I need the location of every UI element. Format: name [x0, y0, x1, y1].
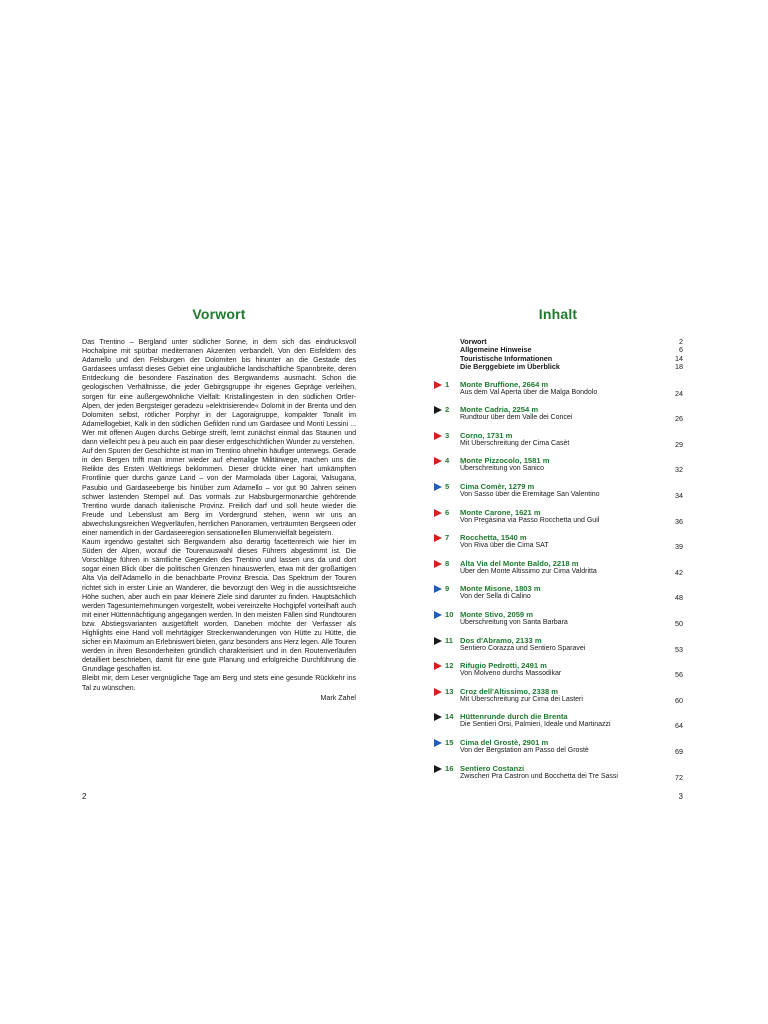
tour-page: 34 — [675, 491, 683, 500]
tour-subtitle: Überschreitung von Santa Barbara — [460, 618, 568, 626]
page-heading: Inhalt — [538, 306, 578, 322]
toc-page: 14 — [675, 353, 683, 363]
tour-page: 39 — [675, 542, 683, 552]
tour-page: 72 — [675, 772, 683, 782]
tour-page: 60 — [675, 695, 683, 705]
tour-entry[interactable] — [433, 661, 683, 687]
tour-entry[interactable] — [433, 610, 683, 636]
toc-label: Die Berggebiete im Überblick — [460, 362, 560, 372]
tour-title: Monte Misone, 1803 m — [460, 584, 541, 594]
tour-title: Monte Pizzocolo, 1581 m — [460, 456, 550, 466]
tour-title: Hüttenrunde durch die Brenta — [460, 712, 568, 722]
triangle-marker-icon — [434, 509, 442, 517]
tour-page: 42 — [675, 567, 683, 577]
tour-title: Dos d'Abramo, 2133 m — [460, 635, 542, 645]
tour-number: 16 — [445, 763, 454, 773]
tour-entry[interactable] — [433, 431, 683, 457]
tour-title: Monte Bruffione, 2664 m — [460, 379, 549, 389]
tour-entry[interactable] — [433, 764, 683, 790]
tour-title: Sentiero Costanzi — [460, 763, 525, 773]
tour-number: 10 — [445, 609, 454, 619]
tour-number: 1 — [445, 379, 450, 389]
triangle-marker-icon — [434, 611, 442, 619]
author-signature: Mark Zahel — [320, 693, 356, 702]
tour-subtitle: Von Pregàsina via Passo Rocchetta und Guil — [460, 516, 600, 524]
toc-page: 6 — [679, 345, 683, 355]
tour-title: Monte Carone, 1621 m — [460, 507, 541, 517]
triangle-marker-icon — [434, 381, 442, 389]
tour-number: 6 — [445, 507, 450, 517]
tour-page: 26 — [675, 414, 683, 424]
tour-number: 5 — [445, 482, 450, 491]
tour-title: Croz dell'Altissimo, 2338 m — [460, 686, 559, 696]
tour-subtitle: Über den Monte Altissimo zur Cima Valdritta — [460, 567, 597, 575]
tour-entry[interactable] — [433, 712, 683, 738]
triangle-marker-icon — [434, 637, 442, 645]
triangle-marker-icon — [434, 534, 442, 542]
tour-title: Alta Via del Monte Baldo, 2218 m — [460, 558, 579, 568]
tour-entry[interactable] — [433, 508, 683, 534]
tour-number: 13 — [445, 686, 454, 696]
toc-label: Vorwort — [460, 337, 487, 346]
triangle-marker-icon — [434, 765, 442, 773]
tour-subtitle: Mit Überschreitung der Cima Casèt — [460, 439, 570, 447]
tour-subtitle: Die Sentieri Orsi, Palmieri, Ideale und Martinazzi — [460, 721, 611, 729]
tour-subtitle: Überschreitung von Sanico — [460, 465, 545, 473]
tour-entry[interactable] — [433, 687, 683, 713]
tour-entry[interactable] — [433, 636, 683, 662]
tour-subtitle: Mit Überschreitung zur Cima dei Lasteri — [460, 695, 583, 703]
tour-page: 48 — [675, 593, 683, 603]
toc-page: 2 — [679, 337, 683, 346]
triangle-marker-icon — [434, 739, 442, 747]
toc-label: Touristische Informationen — [460, 353, 553, 363]
tour-number: 7 — [445, 533, 450, 543]
triangle-marker-icon — [434, 688, 442, 696]
toc-intro — [460, 338, 683, 372]
tour-number: 2 — [445, 405, 450, 415]
tour-number: 4 — [445, 456, 450, 466]
tour-page: 53 — [675, 644, 683, 654]
tour-title: Monte Stivo, 2059 m — [460, 609, 534, 619]
right-page — [433, 300, 683, 810]
tour-number: 12 — [445, 661, 454, 671]
tour-page: 56 — [675, 670, 683, 680]
left-page — [82, 300, 356, 810]
page-number: 2 — [82, 792, 87, 801]
tour-entry[interactable] — [433, 559, 683, 585]
tour-subtitle: Von Riva über die Cima SAT — [460, 542, 549, 550]
tour-subtitle: Von Sasso über die Eremitage San Valentino — [460, 491, 600, 498]
paragraph: Das Trentino – Bergland unter südlicher Sonne, in dem sich das eindrucksvoll Hochalpine mit spürbar mediterranen Akzenten verbandelt. Von den Eisfeldern des Adamello und den Felsburgen der Dolomiten bis hinunter an die Gestade des Gardasees umfasst dieses Gebiet eine unglaubliche landschaftliche Spannbreite, deren Entdeckung die besondere Faszination des Bergwanderns ausmacht. Schon die geologischen Verhältnisse, die jeder Gebirgsgruppe ihr eigenes Gepräge verleihen, sorgen für eine außergewöhnliche Vielfalt: Kristallingestein in den südlichen Ortler-Alpen, der jeden Bergsteiger geradezu »elektrisierende« Dolomit in der Brenta und den Dolomiten selbst, rötlicher Porphyr in der Lagoraigruppe, kompakter Tonalit im Adamellogebiet, Kalk in den südlichen Gefilden rund um Gardasee und Monti Lessini ... Wer mit offenen Augen durchs Gebirge streift, lernt zunächst einmal das Staunen und dann vielleicht peu à peu auch ein paar dieser erdgeschichtlichen Wunder zu verstehen. — [82, 338, 356, 447]
tour-page: 24 — [675, 388, 683, 398]
tour-list — [433, 380, 683, 790]
page-heading: Vorwort — [192, 306, 246, 322]
tour-subtitle: Rundtour über dem Valle dei Concei — [460, 414, 573, 422]
tour-page: 36 — [675, 516, 683, 526]
tour-title: Cima del Grostè, 2901 m — [460, 737, 549, 747]
tour-entry[interactable] — [433, 584, 683, 610]
toc-page: 18 — [675, 362, 683, 372]
tour-entry[interactable] — [433, 738, 683, 764]
paragraph: Bleibt mir, dem Leser vergnügliche Tage am Berg und stets eine gesunde Rückkehr ins Tal zu wünschen. — [82, 674, 356, 692]
triangle-marker-icon — [434, 432, 442, 440]
tour-title: Rocchetta, 1540 m — [460, 533, 527, 543]
triangle-marker-icon — [434, 457, 442, 465]
tour-number: 11 — [445, 635, 454, 645]
triangle-marker-icon — [434, 662, 442, 670]
tour-page: 64 — [675, 721, 683, 731]
tour-entry[interactable] — [433, 380, 683, 406]
toc-label: Allgemeine Hinweise — [460, 345, 532, 355]
tour-page: 50 — [675, 618, 683, 628]
tour-subtitle: Von der Bergstation am Passo del Grostè — [460, 746, 589, 754]
toc-row[interactable] — [460, 363, 683, 371]
tour-page: 69 — [675, 746, 683, 756]
triangle-marker-icon — [434, 585, 442, 593]
triangle-marker-icon — [434, 483, 442, 491]
tour-title: Monte Cadria, 2254 m — [460, 405, 539, 415]
tour-entry[interactable] — [433, 482, 683, 508]
tour-number: 9 — [445, 584, 450, 594]
page-number: 3 — [678, 792, 683, 801]
triangle-marker-icon — [434, 713, 442, 721]
tour-title: Rifugio Pedrotti, 2491 m — [460, 661, 547, 671]
tour-entry[interactable] — [433, 456, 683, 482]
tour-subtitle: Von der Sella di Calino — [460, 593, 531, 601]
tour-number: 8 — [445, 558, 450, 568]
tour-number: 14 — [445, 712, 454, 722]
tour-page: 32 — [675, 465, 683, 475]
paragraph: Auf den Spuren der Geschichte ist man im Trentino ohnehin häufiger unterwegs. Gerade in den Bergen trifft man immer wieder auf ehemalige Militärwege, machen uns die Relikte des Ersten Weltkriegs beklommen. Dieser drückte einer hart umkämpften Frontlinie quer durchs ganze Land – von der Marmolada über Lagorai, Valsugana, Pasubio und Gardaseeberge bis hinüber zum Adamello – vor gut 90 Jahren seinen schwer lastenden Stempel auf. Das vormals zur Habsburgermonarchie gehörende Trentino wurde danach italienische Provinz. Freilich darf und soll heute wieder die Freude und Lebenslust am Berg im Vordergrund stehen, wenn wir uns an abwechslungsreichen Wegverläufen, herrlichen Panoramen, verträumten Bergseen oder einer namentlich in der Gardaseeregion sensationellen Blumenvielfalt begeistern. — [82, 447, 356, 537]
foreword-text — [82, 338, 356, 693]
triangle-marker-icon — [434, 560, 442, 568]
tour-subtitle: Von Molveno durchs Massodikar — [460, 670, 562, 678]
paragraph: Kaum irgendwo gestaltet sich Bergwandern also derartig facettenreich wie hier im Süden der Alpen, worauf die Tourenauswahl dieses Führers abgestimmt ist. Die Vorschläge führen in sämtliche Gegenden des Trentino und lassen uns da und dort sogar einen Blick über die politischen Grenzen hinauswerfen, etwa mit der großartigen Alta Via dell'Adamello in die benachbarte Provinz Brescia. Das Spektrum der Touren richtet sich in erster Linie an Wanderer, die bevorzugt den Weg in die aussichtsreiche Höhe suchen, aber auch ein paar kleinere Ziele sind darunter zu finden. Hauptsächlich werden Tagesunternehmungen vorgestellt, wobei vereinzelte Hochgipfel vorteilhaft auch mit einer Hüttennächtigung angegangen werden. In den meisten Fällen sind Rundtouren bzw. Abstiegsvarianten ausgetüftelt worden. Daneben möchte der Verfasser als Highlights eine Hand voll mehrtägiger Streckenwanderungen von Hütte zu Hütte, die sicher ein Maximum an Erlebniswert bieten, ganz besonders ans Herz legen. Alle Touren werden in ihren Besonderheiten gründlich charakterisiert und in den Routenverläufen detailliert beschrieben, damit für eine gute Planung und erfolgreiche Durchführung die Grundlage geschaffen ist. — [82, 538, 356, 674]
tour-subtitle: Sentiero Corazza und Sentiero Sparavei — [460, 644, 586, 652]
tour-subtitle: Aus dem Val Aperta über die Malga Bondolo — [460, 388, 598, 396]
tour-subtitle: Zwischen Pra Castron und Bocchetta dei Tre Sassi — [460, 772, 618, 780]
tour-title: Cima Comèr, 1279 m — [460, 482, 535, 491]
tour-entry[interactable] — [433, 405, 683, 431]
tour-title: Corno, 1731 m — [460, 430, 513, 440]
tour-page: 29 — [675, 439, 683, 449]
tour-number: 15 — [445, 737, 454, 747]
tour-entry[interactable] — [433, 533, 683, 559]
triangle-marker-icon — [434, 406, 442, 414]
tour-number: 3 — [445, 430, 450, 440]
